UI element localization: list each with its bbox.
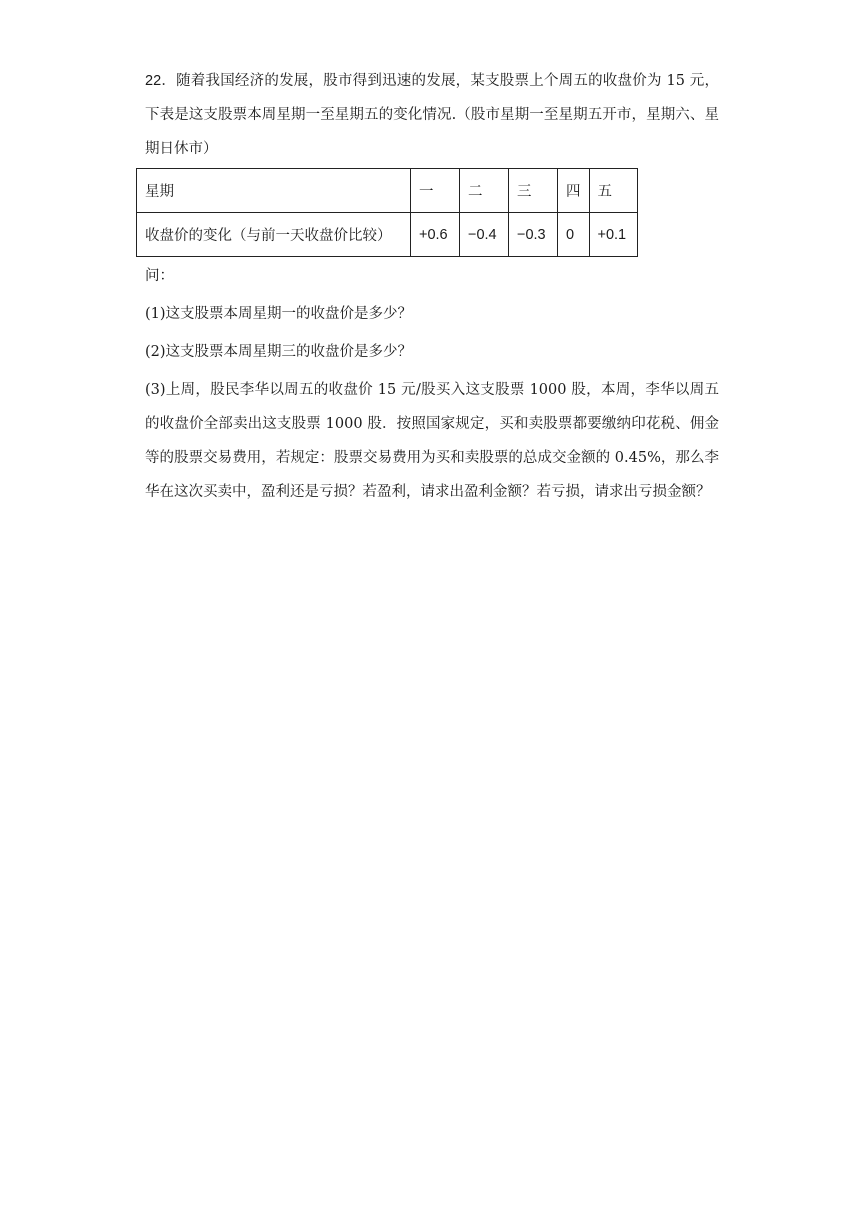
table-change-cell: −0.4 [460,213,509,257]
sub-question-2: (2)这支股票本周星期三的收盘价是多少？ [145,344,413,360]
table-row [137,213,638,257]
table-header-label: 星期 [137,169,411,213]
table-day-cell: 四 [558,169,590,213]
question-intro-text: 随着我国经济的发展，股市得到迅速的发展，某支股票上个周五的收盘价为 15 元，下表是这支股票本周星期一至星期五的变化情况.（股市星期一至星期五开市，星期六、星期日休市） [145,73,719,157]
table-change-cell: 0 [558,213,590,257]
table-change-cell: −0.3 [509,213,558,257]
question-block [145,64,719,509]
table-day-cell: 三 [509,169,558,213]
question-intro [145,64,719,166]
table-day-cell: 二 [460,169,509,213]
table-row [137,169,638,213]
question-number: 22． [145,73,177,89]
sub-question-1: (1)这支股票本周星期一的收盘价是多少？ [145,306,413,322]
table-day-cell: 一 [411,169,460,213]
ask-label: 问： [145,268,174,284]
table-day-cell: 五 [589,169,637,213]
stock-change-table [136,168,638,257]
sub-question-3: (3)上周，股民李华以周五的收盘价 15 元/股买入这支股票 1000 股，本周，李华以周五的收盘价全部卖出这支股票 1000 股．按照国家规定，买和卖股票都要缴纳印花税、佣金等的股票交易费用，若规定：股票交易费用为买和卖股票的总成交金额的 0.45%，那么李华在这次买卖中，盈利还是亏损？若盈利，请求出盈利金额？若亏损，请求出亏损金额？ [145,382,719,500]
table-change-cell: +0.1 [589,213,637,257]
table-row-label: 收盘价的变化（与前一天收盘价比较） [137,213,411,257]
table-change-cell: +0.6 [411,213,460,257]
